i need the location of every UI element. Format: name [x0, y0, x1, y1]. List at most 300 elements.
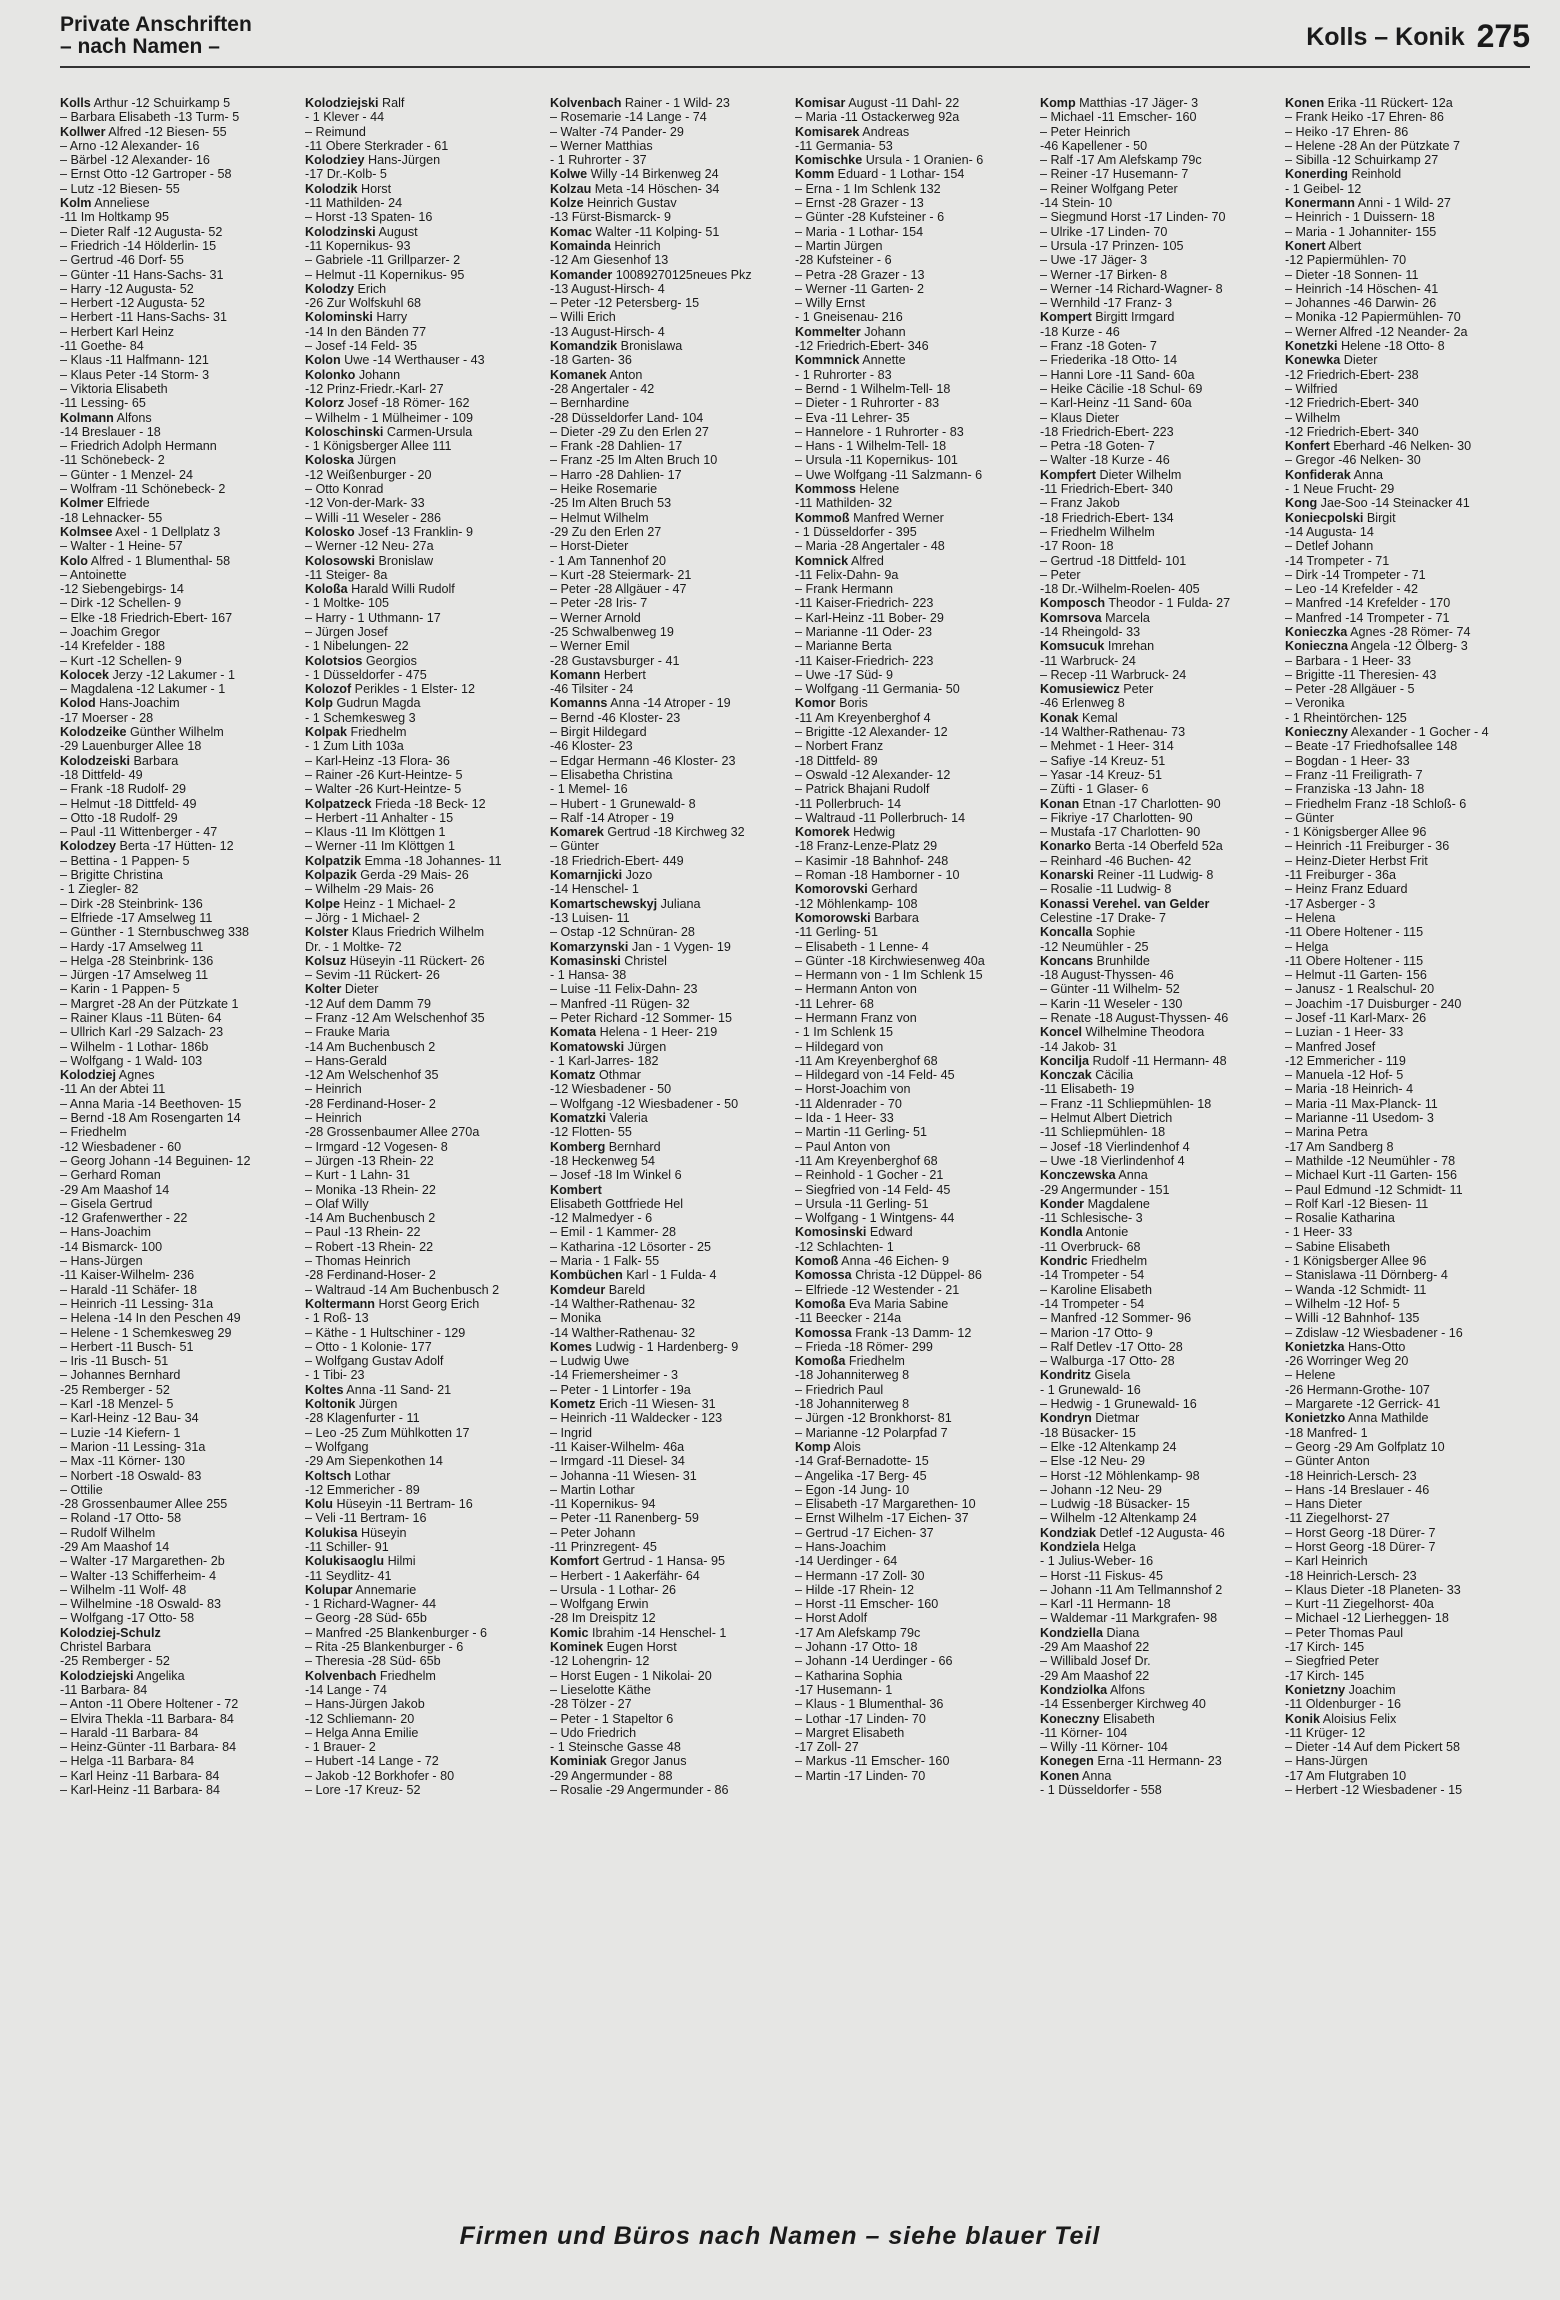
entry-text: – Roman -18 Hamborner - 10	[795, 868, 960, 883]
entry-text: Gisela	[1091, 1368, 1131, 1383]
directory-entry	[1285, 425, 1526, 439]
directory-entry	[795, 439, 1036, 453]
surname: Komossa	[795, 1268, 852, 1283]
directory-column-1	[60, 96, 305, 2216]
directory-entry	[1040, 1254, 1281, 1268]
entry-text: – Karl -18 Menzel- 5	[60, 1397, 174, 1412]
directory-entry	[795, 668, 1036, 682]
entry-text: – Reimund	[305, 124, 366, 139]
directory-entry	[550, 1611, 791, 1625]
entry-text: Klaus Friedrich Wilhelm	[348, 925, 485, 940]
surname: Kolter	[305, 982, 342, 997]
section-title-line-1: Private Anschriften	[60, 13, 252, 36]
directory-entry	[795, 1640, 1036, 1654]
entry-text: – Klaus Dieter -18 Planeten- 33	[1285, 1582, 1461, 1597]
entry-text: -12 Emmericher - 119	[1285, 1053, 1406, 1068]
entry-text: Willy -14 Birkenweg 24	[587, 167, 719, 182]
entry-text: Friedhelm	[376, 1668, 436, 1683]
surname: Kolosko	[305, 524, 355, 539]
entry-text: - 1 Hansa- 38	[550, 968, 627, 983]
entry-text: – Angelika -17 Berg- 45	[795, 1468, 927, 1483]
directory-entry	[795, 1340, 1036, 1354]
directory-entry	[305, 1554, 546, 1568]
directory-entry	[1040, 1211, 1281, 1225]
directory-entry	[795, 596, 1036, 610]
entry-text: – Ralf -14 Atroper - 19	[550, 810, 674, 825]
surname: Kolsuz	[305, 953, 347, 968]
directory-entry	[795, 1125, 1036, 1139]
directory-entry	[1040, 96, 1281, 110]
entry-text: – Franz -25 Im Alten Bruch 10	[550, 453, 718, 468]
directory-entry	[1285, 625, 1526, 639]
directory-entry	[305, 1740, 546, 1754]
directory-entry	[305, 739, 546, 753]
surname: Komdeur	[550, 1282, 606, 1297]
directory-entry	[550, 1025, 791, 1039]
entry-text: Brunhilde	[1093, 953, 1150, 968]
directory-entry	[305, 1211, 546, 1225]
entry-text: Elfriede	[103, 496, 150, 511]
entry-text: – Friedrich -14 Hölderlin- 15	[60, 238, 217, 253]
surname: Komes	[550, 1339, 592, 1354]
directory-entry	[1285, 968, 1526, 982]
entry-text: -11 Mathilden- 24	[305, 196, 403, 211]
directory-entry	[305, 754, 546, 768]
entry-text: – Franziska -13 Jahn- 18	[1285, 782, 1425, 797]
entry-text: Helga	[1099, 1539, 1136, 1554]
directory-entry	[305, 639, 546, 653]
directory-entry	[795, 1754, 1036, 1768]
entry-text: – Herbert -11 Anhalter - 15	[305, 810, 454, 825]
entry-text: Heinz - 1 Michael- 2	[339, 896, 456, 911]
entry-text: – Heinz Franz Eduard	[1285, 882, 1408, 897]
entry-text: – Irmgard -11 Diesel- 34	[550, 1454, 685, 1469]
directory-entry	[550, 511, 791, 525]
entry-text: – Helmut -18 Dittfeld- 49	[60, 796, 197, 811]
directory-entry	[60, 1340, 301, 1354]
directory-entry	[60, 539, 301, 553]
surname: Komatz	[550, 1068, 596, 1083]
directory-entry	[1285, 453, 1526, 467]
directory-entry	[795, 382, 1036, 396]
entry-text: -18 Friedrich-Ebert- 223	[1040, 424, 1174, 439]
directory-entry	[60, 1283, 301, 1297]
entry-text: 10089270125neues Pkz	[612, 267, 752, 282]
directory-entry	[60, 1740, 301, 1754]
directory-entry	[550, 968, 791, 982]
surname: Koloska	[305, 453, 354, 468]
directory-entry	[60, 1411, 301, 1425]
entry-text: – Monika -13 Rhein- 22	[305, 1182, 436, 1197]
entry-text: – Kasimir -18 Bahnhof- 248	[795, 853, 949, 868]
directory-entry	[1040, 468, 1281, 482]
entry-text: – Gertrud -17 Eichen- 37	[795, 1525, 934, 1540]
directory-entry	[305, 339, 546, 353]
entry-text: Anna -14 Atroper - 19	[607, 696, 731, 711]
directory-entry	[1040, 754, 1281, 768]
directory-entry	[60, 882, 301, 896]
directory-entry	[1040, 1583, 1281, 1597]
directory-entry	[795, 1397, 1036, 1411]
directory-entry	[1285, 897, 1526, 911]
directory-entry	[550, 682, 791, 696]
directory-entry	[550, 368, 791, 382]
entry-text: – Markus -11 Emscher- 160	[795, 1754, 950, 1769]
directory-entry	[795, 1082, 1036, 1096]
entry-text: – Werner -14 Richard-Wagner- 8	[1040, 281, 1223, 296]
entry-text: Albert	[1325, 238, 1362, 253]
entry-text: – Harry -12 Augusta- 52	[60, 281, 194, 296]
surname: Komp	[795, 1439, 831, 1454]
directory-entry	[1040, 139, 1281, 153]
directory-entry	[60, 1240, 301, 1254]
surname: Kolze	[550, 196, 584, 211]
directory-entry	[305, 1469, 546, 1483]
entry-text: – Rosalie Katharina	[1285, 1211, 1395, 1226]
directory-entry	[1285, 1140, 1526, 1154]
surname: Kolodzinski	[305, 224, 376, 239]
directory-entry	[550, 811, 791, 825]
entry-text: -28 Tölzer - 27	[550, 1697, 632, 1712]
directory-entry	[1285, 167, 1526, 181]
directory-entry	[1285, 1011, 1526, 1025]
directory-entry	[550, 711, 791, 725]
directory-entry	[305, 897, 546, 911]
entry-text: Heinrich	[610, 238, 661, 253]
entry-text: – Hubert -14 Lange - 72	[305, 1754, 439, 1769]
surname: Konietzka	[1285, 1339, 1345, 1354]
directory-entry	[550, 868, 791, 882]
directory-entry	[550, 1554, 791, 1568]
entry-text: – Paul -11 Wittenberger - 47	[60, 825, 218, 840]
directory-entry	[550, 1583, 791, 1597]
entry-text: – Manfred -12 Sommer- 96	[1040, 1311, 1192, 1326]
directory-entry	[550, 1440, 791, 1454]
directory-entry	[550, 139, 791, 153]
entry-text: -14 Stein- 10	[1040, 196, 1113, 211]
entry-text: – Wolfgang - 1 Wintgens- 44	[795, 1211, 955, 1226]
directory-entry	[1040, 396, 1281, 410]
directory-entry	[1285, 1740, 1526, 1754]
entry-text: – Brigitte Christina	[60, 868, 163, 883]
directory-entry	[60, 811, 301, 825]
entry-text: – Johann -14 Uerdinger - 66	[795, 1654, 953, 1669]
directory-entry	[1040, 1097, 1281, 1111]
directory-entry	[1040, 997, 1281, 1011]
entry-text: – Werner -11 Garten- 2	[795, 281, 925, 296]
directory-entry	[795, 1469, 1036, 1483]
directory-entry	[1040, 196, 1281, 210]
directory-entry	[1040, 1540, 1281, 1554]
entry-text: – Herbert -12 Wiesbadener - 15	[1285, 1783, 1463, 1798]
entry-text: -18 Johanniterweg 8	[795, 1368, 910, 1383]
directory-entry	[60, 1140, 301, 1154]
entry-text: – Hans -14 Breslauer - 46	[1285, 1482, 1430, 1497]
entry-text: Ralf	[378, 96, 405, 110]
entry-text: – Werner Matthias	[550, 138, 653, 153]
directory-entry	[305, 668, 546, 682]
entry-text: Jan - 1 Vygen- 19	[628, 939, 731, 954]
entry-text: Elisabeth	[1099, 1711, 1155, 1726]
surname: Konen	[1040, 1768, 1080, 1783]
entry-text: Theodor - 1 Fulda- 27	[1105, 596, 1231, 611]
directory-entry	[60, 453, 301, 467]
directory-entry	[550, 1154, 791, 1168]
directory-entry	[60, 196, 301, 210]
entry-text: Othmar	[595, 1068, 641, 1083]
directory-entry	[550, 468, 791, 482]
entry-text: – Eva -11 Lehrer- 35	[795, 410, 910, 425]
directory-entry	[1285, 1683, 1526, 1697]
directory-entry	[550, 1326, 791, 1340]
entry-text: – Elke -18 Friedrich-Ebert- 167	[60, 610, 233, 625]
directory-entry	[305, 1311, 546, 1325]
entry-text: – Ralf Detlev -17 Otto- 28	[1040, 1339, 1183, 1354]
entry-text: – Helga -11 Barbara- 84	[60, 1754, 195, 1769]
directory-entry	[795, 1254, 1036, 1268]
directory-entry	[60, 439, 301, 453]
directory-entry	[60, 954, 301, 968]
entry-text: - 1 Julius-Weber- 16	[1040, 1554, 1154, 1569]
entry-text: – Reinhold - 1 Gocher - 21	[795, 1168, 944, 1183]
entry-text: – Helmut -11 Garten- 156	[1285, 968, 1427, 983]
surname: Komandzik	[550, 339, 618, 354]
entry-text: Hans-Joachim	[95, 696, 180, 711]
surname: Komasinski	[550, 953, 621, 968]
entry-text: Hüseyin	[357, 1525, 407, 1540]
surname: Kondritz	[1040, 1368, 1092, 1383]
entry-text: -18 Dr.-Wilhelm-Roelen- 405	[1040, 582, 1200, 597]
directory-entry	[1285, 482, 1526, 496]
entry-text: – Beate -17 Friedhofsallee 148	[1285, 739, 1458, 754]
directory-entry	[550, 1454, 791, 1468]
entry-text: – Werner -12 Neu- 27a	[305, 539, 434, 554]
entry-text: Manfred Werner	[849, 510, 944, 525]
entry-text: -12 Auf dem Damm 79	[305, 996, 431, 1011]
entry-text: – Max -11 Körner- 130	[60, 1454, 186, 1469]
directory-entry	[1040, 525, 1281, 539]
directory-entry	[1040, 1054, 1281, 1068]
directory-entry	[795, 1654, 1036, 1668]
entry-text: – Josef -18 Vierlindenhof 4	[1040, 1139, 1190, 1154]
entry-text: – Karl Heinz -11 Barbara- 84	[60, 1768, 220, 1783]
entry-text: – Wolfgang -11 Germania- 50	[795, 682, 960, 697]
surname: Konert	[1285, 238, 1326, 253]
entry-text: – Maria - 1 Johanniter- 155	[1285, 224, 1437, 239]
directory-entry	[795, 1697, 1036, 1711]
directory-entry	[60, 96, 301, 110]
entry-text: -17 Dr.-Kolb- 5	[305, 167, 387, 182]
entry-text: – Barbara Elisabeth -13 Turm- 5	[60, 110, 240, 125]
entry-text: -12 Weißenburger - 20	[305, 467, 432, 482]
entry-text: – Hans - 1 Wilhelm-Tell- 18	[795, 439, 947, 454]
directory-entry	[1285, 1297, 1526, 1311]
directory-entry	[60, 310, 301, 324]
directory-entry	[550, 153, 791, 167]
entry-text: – Bernhardine	[550, 396, 630, 411]
directory-entry	[1285, 882, 1526, 896]
entry-text: – Karoline Elisabeth	[1040, 1282, 1153, 1297]
entry-text: Reiner -11 Ludwig- 8	[1093, 868, 1214, 883]
directory-entry	[1040, 825, 1281, 839]
entry-text: -11 Mathilden- 32	[795, 496, 893, 511]
directory-entry	[60, 1383, 301, 1397]
directory-column-3	[550, 96, 795, 2216]
directory-entry	[1040, 368, 1281, 382]
entry-text: Valeria	[605, 1111, 648, 1126]
entry-text: Alexander - 1 Gocher - 4	[1347, 725, 1489, 740]
directory-entry	[795, 310, 1036, 324]
directory-entry	[795, 282, 1036, 296]
directory-entry	[1040, 1025, 1281, 1039]
entry-text: -17 Am Sandberg 8	[1285, 1139, 1394, 1154]
directory-entry	[550, 554, 791, 568]
entry-text: – Ursula -11 Gerling- 51	[795, 1196, 929, 1211]
directory-entry	[1285, 1712, 1526, 1726]
directory-entry	[795, 1240, 1036, 1254]
entry-text: – Wolfgang Erwin	[550, 1597, 649, 1612]
directory-entry	[795, 1740, 1036, 1754]
directory-entry	[550, 1311, 791, 1325]
entry-text: - 1 Moltke- 105	[305, 596, 389, 611]
directory-entry	[795, 1626, 1036, 1640]
surname: Kolp	[305, 696, 333, 711]
directory-entry	[1040, 1526, 1281, 1540]
entry-text: – Martin -17 Linden- 70	[795, 1768, 926, 1783]
directory-entry	[550, 268, 791, 282]
directory-entry	[1040, 1368, 1281, 1382]
entry-text: – Manfred -14 Krefelder - 170	[1285, 596, 1451, 611]
entry-text: – Elisabetha Christina	[550, 767, 673, 782]
directory-entry	[795, 854, 1036, 868]
directory-entry	[1040, 1497, 1281, 1511]
directory-entry	[795, 1569, 1036, 1583]
directory-entry	[795, 1225, 1036, 1239]
entry-text: – Georg -28 Süd- 65b	[305, 1611, 427, 1626]
directory-entry	[305, 282, 546, 296]
surname: Konan	[1040, 796, 1080, 811]
directory-entry	[1040, 1511, 1281, 1525]
entry-text: -14 Graf-Bernadotte- 15	[795, 1454, 929, 1469]
directory-entry	[1040, 125, 1281, 139]
directory-entry	[795, 225, 1036, 239]
surname: Konfiderak	[1285, 467, 1351, 482]
entry-text: – Egon -14 Jung- 10	[795, 1482, 910, 1497]
directory-entry	[795, 1769, 1036, 1783]
surname: Komoßa	[795, 1354, 846, 1369]
entry-text: – Günter	[550, 839, 600, 854]
directory-entry	[60, 768, 301, 782]
directory-entry	[305, 797, 546, 811]
entry-text: – Maria -28 Angertaler - 48	[795, 539, 945, 554]
entry-text: - 1 Roß- 13	[305, 1311, 369, 1326]
surname: Koncel	[1040, 1025, 1082, 1040]
entry-text: – Renate -18 August-Thyssen- 46	[1040, 1011, 1229, 1025]
directory-entry	[550, 1669, 791, 1683]
entry-text: -11 Beecker - 214a	[795, 1311, 902, 1326]
directory-entry	[60, 1326, 301, 1340]
directory-entry	[550, 196, 791, 210]
surname: Koncans	[1040, 953, 1094, 968]
directory-entry	[795, 1140, 1036, 1154]
directory-entry	[1040, 1411, 1281, 1425]
surname: Komorek	[795, 825, 850, 840]
directory-entry	[550, 839, 791, 853]
surname: Komander	[550, 267, 613, 282]
directory-entry	[1285, 582, 1526, 596]
directory-entry	[1285, 1569, 1526, 1583]
directory-entry	[1040, 1068, 1281, 1082]
entry-text: -14 Krefelder - 188	[60, 639, 166, 654]
directory-entry	[1040, 167, 1281, 181]
entry-text: – Herbert Karl Heinz	[60, 324, 175, 339]
entry-text: Dieter Wilhelm	[1095, 467, 1182, 482]
entry-text: – Hildegard von -14 Feld- 45	[795, 1068, 955, 1083]
directory-entry	[305, 1011, 546, 1025]
entry-text: Berta -17 Hütten- 12	[115, 839, 234, 854]
directory-entry	[60, 1669, 301, 1683]
directory-entry	[305, 1140, 546, 1154]
directory-entry	[1040, 1225, 1281, 1239]
directory-entry	[1285, 611, 1526, 625]
directory-entry	[305, 196, 546, 210]
entry-text: Johann	[355, 367, 401, 382]
surname: Kommelter	[795, 324, 861, 339]
directory-entry	[550, 1297, 791, 1311]
entry-text: – Wilhelm -12 Altenkamp 24	[1040, 1511, 1197, 1526]
entry-text: – Horst Eugen - 1 Nikolai- 20	[550, 1668, 712, 1683]
directory-entry	[1285, 1626, 1526, 1640]
entry-text: -18 August-Thyssen- 46	[1040, 968, 1174, 983]
directory-entry	[1285, 525, 1526, 539]
entry-text: – Walburga -17 Otto- 28	[1040, 1354, 1175, 1369]
entry-text: - 1 Rheintörchen- 125	[1285, 710, 1407, 725]
entry-text: – Willi -11 Weseler - 286	[305, 510, 442, 525]
entry-text: – Siegfried Peter	[1285, 1654, 1379, 1669]
surname: Komossa	[795, 1325, 852, 1340]
surname: Komrsova	[1040, 610, 1102, 625]
directory-entry	[550, 639, 791, 653]
entry-text: – Günter	[1285, 810, 1335, 825]
entry-text: -11 Schiller- 91	[305, 1539, 389, 1554]
entry-text: -17 Am Flutgraben 10	[1285, 1768, 1407, 1783]
entry-text: -11 Seydlitz- 41	[305, 1568, 392, 1583]
directory-entry	[1040, 239, 1281, 253]
directory-entry	[1040, 339, 1281, 353]
entry-text: – Joachim -17 Duisburger - 240	[1285, 996, 1462, 1011]
entry-text: – Hermann von - 1 Im Schlenk 15	[795, 968, 983, 983]
entry-text: -12 Schlachten- 1	[795, 1239, 894, 1254]
entry-text: -14 Jakob- 31	[1040, 1039, 1118, 1054]
entry-text: - 1 Richard-Wagner- 44	[305, 1597, 437, 1612]
directory-entry	[550, 582, 791, 596]
entry-text: – Günther - 1 Sternbuschweg 338	[60, 925, 250, 940]
entry-text: – Günter -11 Hans-Sachs- 31	[60, 267, 224, 282]
directory-entry	[550, 1383, 791, 1397]
directory-entry	[60, 239, 301, 253]
directory-entry	[305, 1183, 546, 1197]
directory-entry	[550, 1268, 791, 1282]
entry-text: -28 Düsseldorfer Land- 104	[550, 410, 704, 425]
entry-text: – Rosalie -29 Angermunder - 86	[550, 1783, 729, 1798]
directory-entry	[305, 911, 546, 925]
entry-text: – Hermann Anton von	[795, 982, 917, 997]
entry-text: -12 Malmedyer - 6	[550, 1211, 653, 1226]
surname: Kominek	[550, 1640, 604, 1655]
directory-entry	[305, 1769, 546, 1783]
entry-text: – Barbara - 1 Heer- 33	[1285, 653, 1411, 668]
directory-entry	[60, 468, 301, 482]
